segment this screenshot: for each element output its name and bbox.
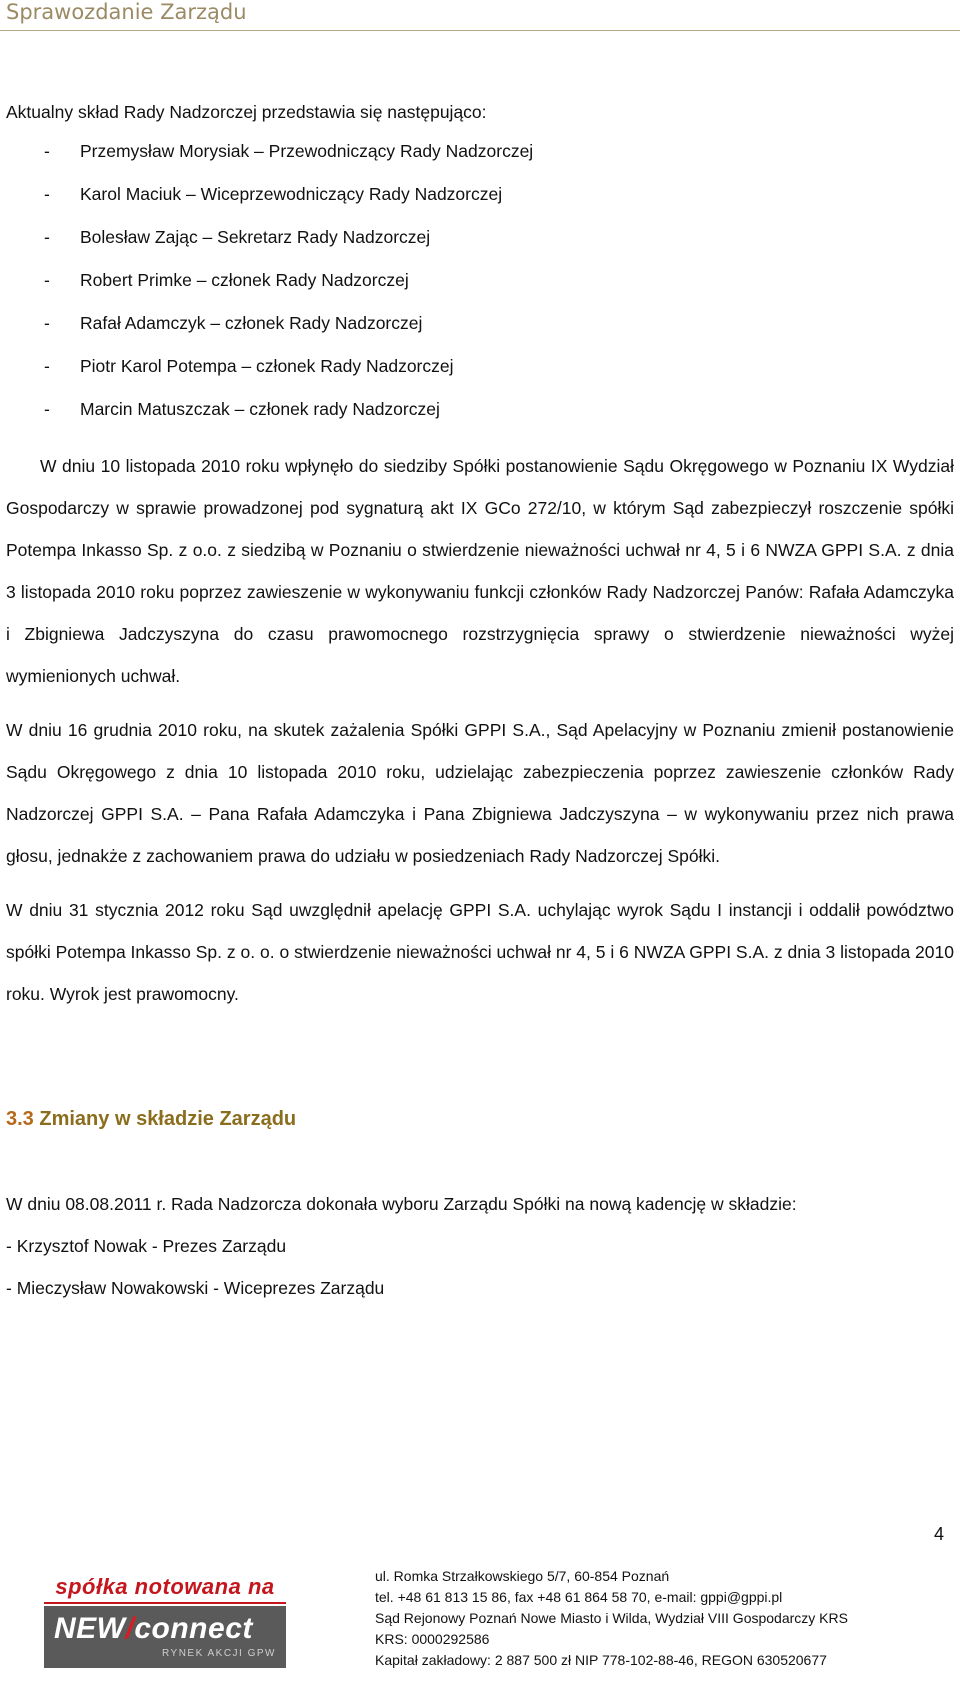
page-body [6,95,954,1309]
member-text: Marcin Matuszczak – członek rady Nadzorczej [80,399,440,419]
bullet-dash: - [44,270,50,290]
contact-line: tel. +48 61 813 15 86, fax +48 61 864 58 70, e-mail: gppi@gppi.pl [375,1589,783,1605]
paragraph-court-ruling-2010-11: W dniu 10 listopada 2010 roku wpłynęło do siedziby Spółki postanowienie Sądu Okręgowego w Poznaniu IX Wydział Gospodarczy w sprawie prowadzonej pod sygnaturą akt IX GCo 272/10, w którym Sąd zabezpieczył roszczenie spółki Potempa Inkasso Sp. z o.o. z siedzibą w Poznaniu o stwierdzenie nieważności uchwał nr 4, 5 i 6 NWZA GPPI S.A. z dnia 3 listopada 2010 roku poprzez zawieszenie w wykonywaniu funkcji członków Rady Nadzorczej Panów: Rafała Adamczyka i Zbigniewa Jadczyszyna do czasu prawomocnego rozstrzygnięcia sprawy o stwierdzenie nieważności wyżej wymienionych uchwał. [6,456,954,686]
list-item [6,130,954,173]
board-member-president: - Krzysztof Nowak - Prezes Zarządu [6,1236,287,1256]
logo-slash: / [125,1612,135,1645]
section-number: 3.3 [6,1108,34,1130]
header-divider [0,30,960,31]
member-text: Karol Maciuk – Wiceprzewodniczący Rady Nadzorczej [80,184,503,204]
address-line: ul. Romka Strzałkowskiego 5/7, 60-854 Poznań [375,1568,670,1584]
bullet-dash: - [44,399,50,419]
list-item [6,345,954,388]
logo-new: NEW [54,1612,126,1645]
bullet-dash: - [44,184,50,204]
page-footer [0,1560,960,1701]
logo-tagline: spółka notowana na [44,1574,286,1604]
krs-line: KRS: 0000292586 [375,1631,490,1647]
member-text: Robert Primke – członek Rady Nadzorczej [80,270,409,290]
bullet-dash: - [44,313,50,333]
member-text: Piotr Karol Potempa – członek Rady Nadzorczej [80,356,454,376]
logo-connect: connect [134,1612,253,1645]
company-address-block [375,1566,848,1671]
capital-line: Kapitał zakładowy: 2 887 500 zł NIP 778-102-88-46, REGON 630520677 [375,1652,827,1668]
list-item [6,173,954,216]
court-line: Sąd Rejonowy Poznań Nowe Miasto i Wilda, Wydział VIII Gospodarczy KRS [375,1610,848,1626]
intro-text: Aktualny skład Rady Nadzorczej przedstawia się następująco: [6,102,487,122]
paragraph-ruling-2012-01: W dniu 31 stycznia 2012 roku Sąd uwzględnił apelację GPPI S.A. uchylając wyrok Sądu I instancji i oddalił powództwo spółki Potempa Inkasso Sp. z o. o. o stwierdzenie nieważności uchwał nr 4, 5 i 6 NWZA GPPI S.A. z dnia 3 listopada 2010 roku. Wyrok jest prawomocny. [6,900,954,1004]
member-text: Bolesław Zając – Sekretarz Rady Nadzorczej [80,227,431,247]
section-heading [6,1105,954,1133]
logo-subtitle: RYNEK AKCJI GPW [161,1648,276,1659]
bullet-dash: - [44,227,50,247]
page-number: 4 [933,1524,944,1544]
page-header-title: Sprawozdanie Zarządu [6,0,247,24]
bullet-dash: - [44,356,50,376]
logo-banner [44,1606,286,1668]
list-item [6,216,954,259]
list-item [6,302,954,345]
board-intro-text: W dniu 08.08.2011 r. Rada Nadzorcza dokonała wyboru Zarządu Spółki na nową kadencję w składzie: [6,1194,797,1214]
paragraph-appeal-2010-12: W dniu 16 grudnia 2010 roku, na skutek zażalenia Spółki GPPI S.A., Sąd Apelacyjny w Poznaniu zmienił postanowienie Sądu Okręgowego z dnia 10 listopada 2010 roku, udzielając zabezpieczenia poprzez zawieszenie członków Rady Nadzorczej GPPI S.A. – Pana Rafała Adamczyka i Pana Zbigniewa Jadczyszyna – w wykonywaniu przez nich prawa głosu, jednakże z zachowaniem prawa do udziału w posiedzeniach Rady Nadzorczej Spółki. [6,720,954,866]
list-item [6,388,954,431]
member-text: Przemysław Morysiak – Przewodniczący Rady Nadzorczej [80,141,534,161]
newconnect-logo [44,1574,286,1670]
bullet-dash: - [44,141,50,161]
member-text: Rafał Adamczyk – członek Rady Nadzorczej [80,313,423,333]
board-member-vice-president: - Mieczysław Nowakowski - Wiceprezes Zarządu [6,1278,385,1298]
supervisory-board-list [6,130,954,431]
logo-wordmark [54,1612,253,1646]
section-title-text: Zmiany w składzie Zarządu [39,1108,297,1130]
list-item [6,259,954,302]
